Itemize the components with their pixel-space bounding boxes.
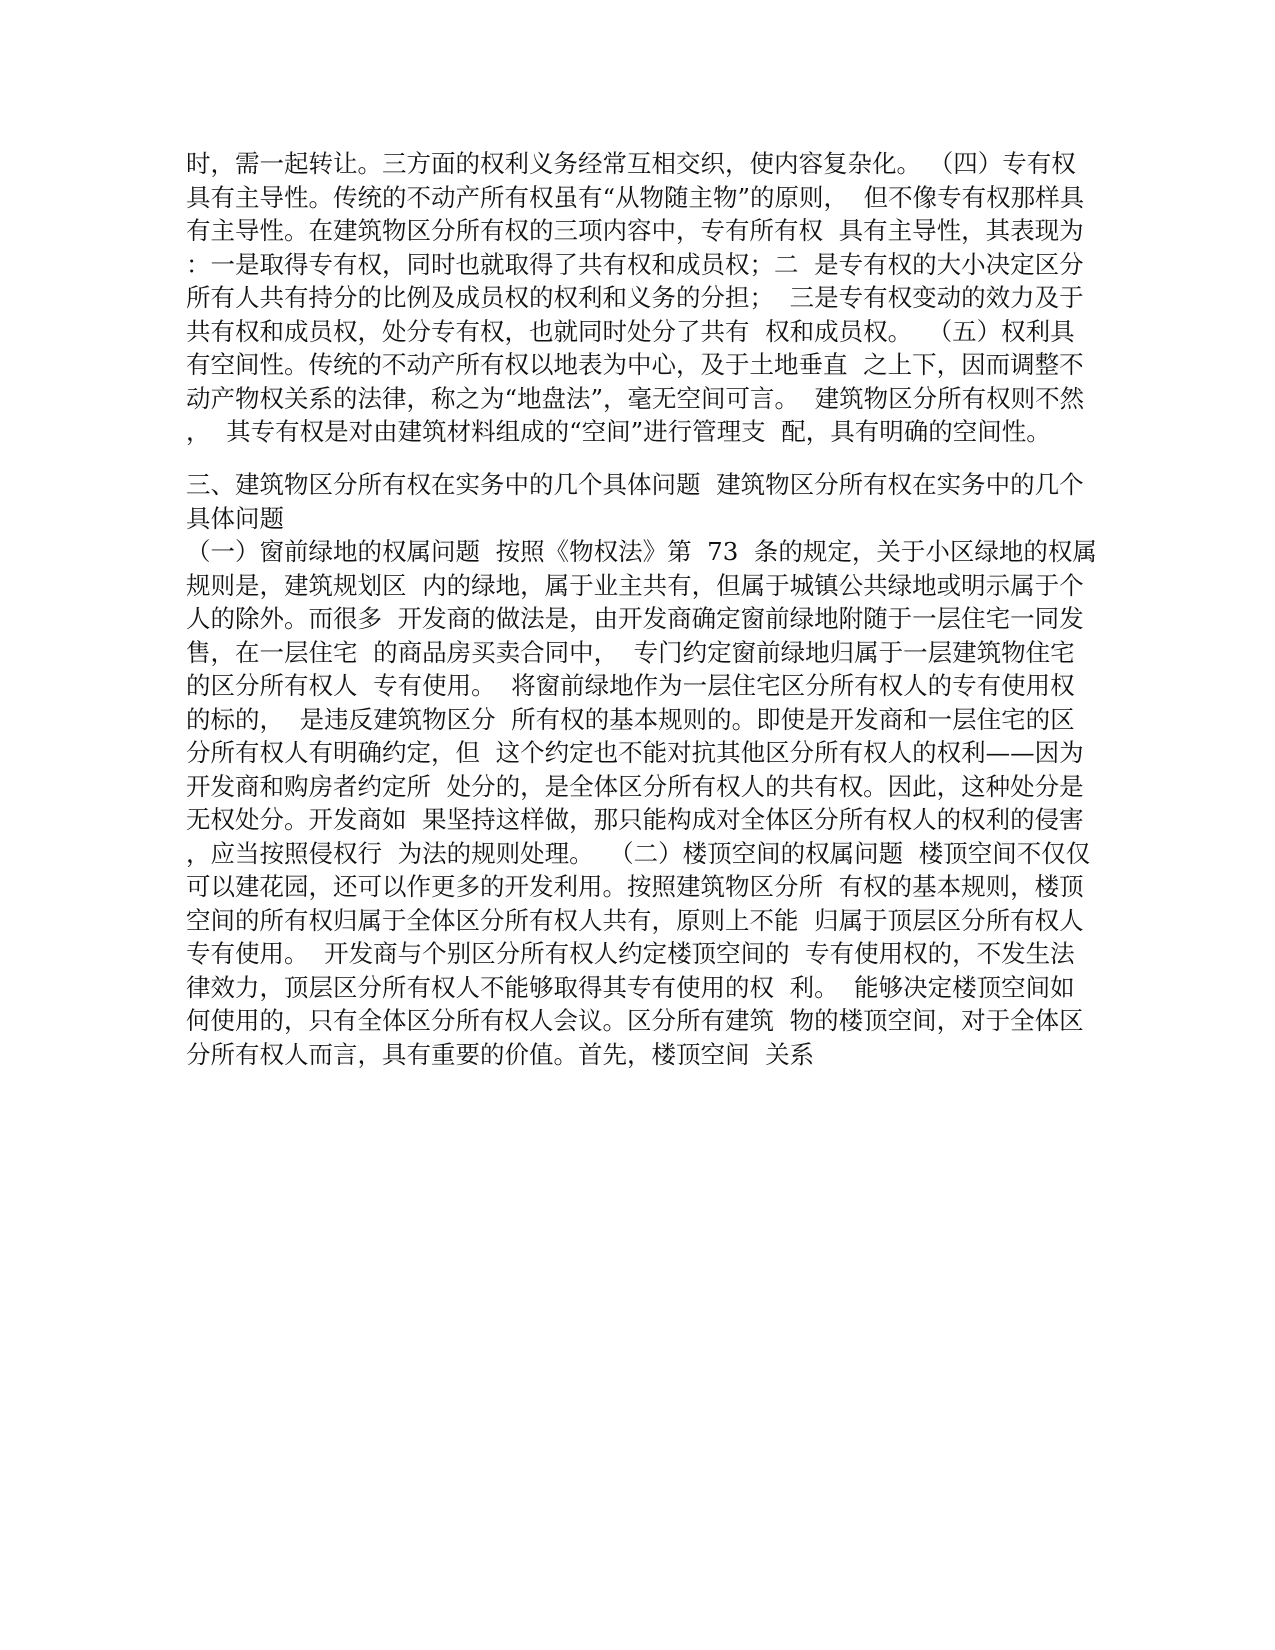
text-line: 具有主导性。传统的不动产所有权虽有“从物随主物”的原则， 但不像专有权那样具 xyxy=(186,182,1085,212)
section-practical-issues xyxy=(186,468,1097,1071)
section-heading: 三、建筑物区分所有权在实务中的几个具体问题 建筑物区分所有权在实务中的几个 xyxy=(186,470,1084,499)
text-line: 分所有权人而言，具有重要的价值。首先，楼顶空间 关系 xyxy=(186,1039,815,1069)
paragraph-rights-characteristics xyxy=(186,147,1086,449)
text-line: 所有人共有持分的比例及成员权的权利和义务的分担； 三是专有权变动的效力及于 xyxy=(186,283,1084,312)
text-line: 无权处分。开发商如 果坚持这样做，那只能构成对全体区分所有权人的权利的侵害 xyxy=(186,805,1084,834)
text-line: 有主导性。在建筑物区分所有权的三项内容中，专有所有权 具有主导性，其表现为 xyxy=(186,216,1084,245)
text-line: 有空间性。传统的不动产所有权以地表为中心，及于土地垂直 之上下，因而调整不 xyxy=(186,350,1084,379)
text-line: 律效力，顶层区分所有权人不能够取得其专有使用的权 利。 能够决定楼顶空间如 xyxy=(186,972,1075,1002)
text-line: 人的除外。而很多 开发商的做法是，由开发商确定窗前绿地附随于一层住宅一同发 xyxy=(186,604,1084,633)
text-line: 可以建花园，还可以作更多的开发利用。按照建筑物区分所 有权的基本规则，楼顶 xyxy=(186,872,1084,901)
text-line: 规则是，建筑规划区 内的绿地，属于业主共有，但属于城镇公共绿地或明示属于个 xyxy=(186,570,1084,600)
text-line: ：一是取得专有权，同时也就取得了共有权和成员权；二 是专有权的大小决定区分 xyxy=(186,249,1084,279)
text-line: 售，在一层住宅 的商品房买卖合同中， 专门约定窗前绿地归属于一层建筑物住宅 xyxy=(186,637,1075,667)
text-line: 分所有权人有明确约定，但 这个约定也不能对抗其他区分所有权人的权利——因为 xyxy=(186,738,1084,767)
text-line: ， 其专有权是对由建筑材料组成的“空间”进行管理支 配，具有明确的空间性。 xyxy=(186,417,1051,446)
text-line: 何使用的，只有全体区分所有权人会议。区分所有建筑 物的楼顶空间，对于全体区 xyxy=(186,1006,1084,1035)
text-line: 开发商和购房者约定所 处分的，是全体区分所有权人的共有权。因此，这种处分是 xyxy=(186,771,1084,801)
text-line: 专有使用。 开发商与个别区分所有权人约定楼顶空间的 专有使用权的，不发生法 xyxy=(186,939,1075,968)
section-heading: 具体问题 xyxy=(186,503,284,533)
text-line: 空间的所有权归属于全体区分所有权人共有，原则上不能 归属于顶层区分所有权人 xyxy=(186,905,1084,935)
text-line: 的标的， 是违反建筑物区分 所有权的基本规则的。即使是开发商和一层住宅的区 xyxy=(186,704,1075,734)
text-line: 共有权和成员权，处分专有权，也就同时处分了共有 权和成员权。 （五）权利具 xyxy=(186,316,1075,346)
text-line: ，应当按照侵权行 为法的规则处理。 （二）楼顶空间的权属问题 楼顶空间不仅仅 xyxy=(186,838,1091,868)
text-line: 动产物权关系的法律，称之为“地盘法”，毫无空间可言。 建筑物区分所有权则不然 xyxy=(186,383,1085,413)
text-line: 时，需一起转让。三方面的权利义务经常互相交织，使内容复杂化。 （四）专有权 xyxy=(186,149,1076,178)
text-line: 的区分所有权人 专有使用。 将窗前绿地作为一层住宅区分所有权人的专有使用权 xyxy=(186,671,1075,700)
text-line: （一）窗前绿地的权属问题 按照《物权法》第 73 条的规定，关于小区绿地的权属 xyxy=(186,537,1097,566)
